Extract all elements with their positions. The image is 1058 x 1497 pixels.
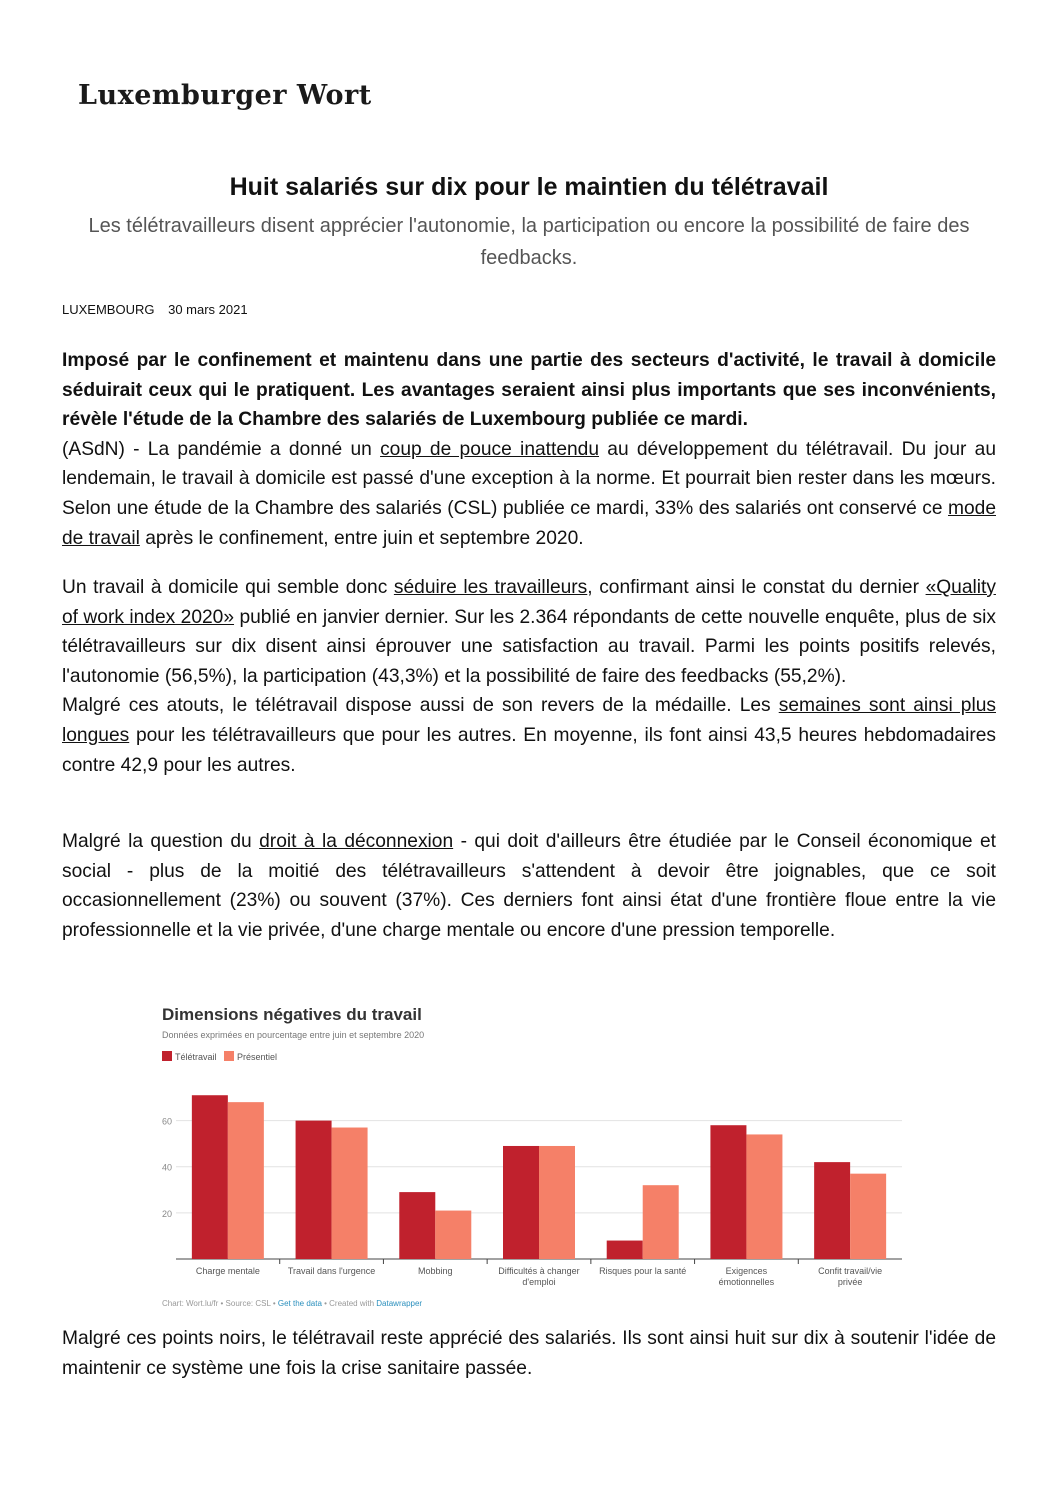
article-title: Huit salariés sur dix pour le maintien du télétravail [229,173,829,201]
legend-label: Présentiel [237,1052,278,1062]
bar [192,1095,228,1259]
link-quality-of-work-index[interactable]: «Quality of work index 2020» [62,577,996,628]
text-run: après le confinement, entre juin et septembre 2020. [139,527,584,549]
masthead-text: Luxemburger Wort [78,80,372,111]
chart-footer-link[interactable]: Get the data [277,1299,322,1308]
link-coup-de-pouce[interactable]: coup de pouce inattendu [380,438,600,460]
y-tick-label: 60 [162,1116,173,1127]
article-body-4 [62,1324,996,1383]
x-tick-label: Difficultés à changer [498,1266,580,1276]
article-body-3 [62,827,996,945]
masthead-logo [78,80,372,111]
chart-negative-dimensions [148,996,908,1316]
bar [746,1134,782,1259]
dateline [62,302,248,317]
x-tick-label: Confit travail/vie [818,1266,883,1276]
x-tick-label: Travail dans l'urgence [287,1266,376,1276]
link-droit-deconnexion[interactable]: droit à la déconnexion [259,831,454,852]
chart-footer [162,1299,422,1308]
article-intro [62,346,996,553]
text-run: - qui doit d'ailleurs être étudiée par le Conseil économique et social - plus de la moitié des télétravailleurs s'attendent à devoir être joignables, que ce soit occasionnellement (23%) ou souvent (37%). Ces derniers font ainsi état d'une frontière floue entre la vie professionnelle et la vie privée, d'une charge mentale ou encore d'une pression temporelle. [62,831,997,941]
bar [503,1146,539,1259]
text-run: Un travail à domicile qui semble donc [62,577,394,598]
paragraph-3 [62,691,996,780]
chart-footer-text: • Created with [321,1299,377,1308]
chart-title: Dimensions négatives du travail [162,1005,422,1024]
x-tick-label: d'emploi [522,1277,556,1287]
link-seduire-travailleurs[interactable]: séduire les travailleurs [393,577,588,598]
paragraph-1 [62,435,996,553]
y-tick-label: 20 [162,1208,173,1219]
article-subtitle: Les télétravailleurs disent apprécier l'autonomie, la participation ou encore la possibilité de faire des feedbacks. [88,215,970,269]
bar [228,1102,264,1259]
y-tick-label: 40 [162,1162,173,1173]
dateline-place: LUXEMBOURG [62,302,155,317]
link-semaines-plus-longues[interactable]: semaines sont ainsi plus longues [62,695,996,746]
text-run: publié en janvier dernier. Sur les 2.364 répondants de cette nouvelle enquête, plus de six télétravailleurs sur dix disent ainsi éprouver une satisfaction au travail. Parmi les points positifs relevés, l'autonomie (56,5%), la participation (43,3%) et la possibilité de faire des feedbacks (55,2%). [62,606,996,687]
bar [399,1192,435,1259]
chart-subtitle: Données exprimées en pourcentage entre juin et septembre 2020 [162,1030,425,1040]
x-tick-label: Risques pour la santé [599,1266,687,1276]
link-mode-de-travail[interactable]: mode de travail [62,497,996,549]
text-run: , confirmant ainsi le constat du dernier [587,577,926,598]
article-body-2 [62,573,996,780]
x-tick-label: privée [837,1277,863,1287]
bar [607,1241,643,1259]
legend-swatch [162,1051,172,1061]
text-run: (ASdN) - La pandémie a donné un [62,438,381,460]
dateline-date: 30 mars 2021 [168,302,248,317]
article-lead: Imposé par le confinement et maintenu dans une partie des secteurs d'activité, le travail à domicile séduirait ceux qui le pratiquent. Les avantages seraient ainsi plus importants que ses inconvénients, révèle l'étude de la Chambre des salariés de Luxembourg publiée ce mardi. [62,350,996,431]
bar [814,1162,850,1259]
bar [710,1125,746,1259]
paragraph-4 [62,827,996,945]
text-run: pour les télétravailleurs que pour les autres. En moyenne, ils font ainsi 43,5 heures hebdomadaires contre 42,9 pour les autres. [62,724,996,776]
chart-footer-text: Chart: Wort.lu/fr • Source: CSL • [162,1299,278,1308]
x-tick-label: Exigences [725,1266,768,1276]
paragraph-2 [62,573,996,691]
chart-footer-link[interactable]: Datawrapper [376,1299,423,1308]
legend-swatch [224,1051,234,1061]
x-tick-label: émotionnelles [718,1277,775,1287]
text-run: Malgré la question du [62,831,260,852]
bar [296,1121,332,1259]
text-run: au développement du télétravail. Du jour au lendemain, le travail à domicile est passé d'une exception à la norme. Et pourrait bien rester dans les mœurs. Selon une étude de la Chambre des salariés (CSL) publiée ce mardi, 33% des salariés ont conservé ce [62,438,997,519]
text-run: Malgré ces atouts, le télétravail dispose aussi de son revers de la médaille. Les [62,695,779,717]
bar [850,1174,886,1259]
paragraph-5: Malgré ces points noirs, le télétravail reste apprécié des salariés. Ils sont ainsi huit sur dix à soutenir l'idée de maintenir ce système une fois la crise sanitaire passée. [62,1328,996,1379]
bar-chart [148,996,908,1316]
bar [643,1185,679,1259]
x-tick-label: Mobbing [418,1266,453,1276]
bar [332,1128,368,1259]
legend-label: Télétravail [175,1052,217,1062]
x-tick-label: Charge mentale [195,1266,260,1276]
bar [435,1211,471,1259]
bar [539,1146,575,1259]
